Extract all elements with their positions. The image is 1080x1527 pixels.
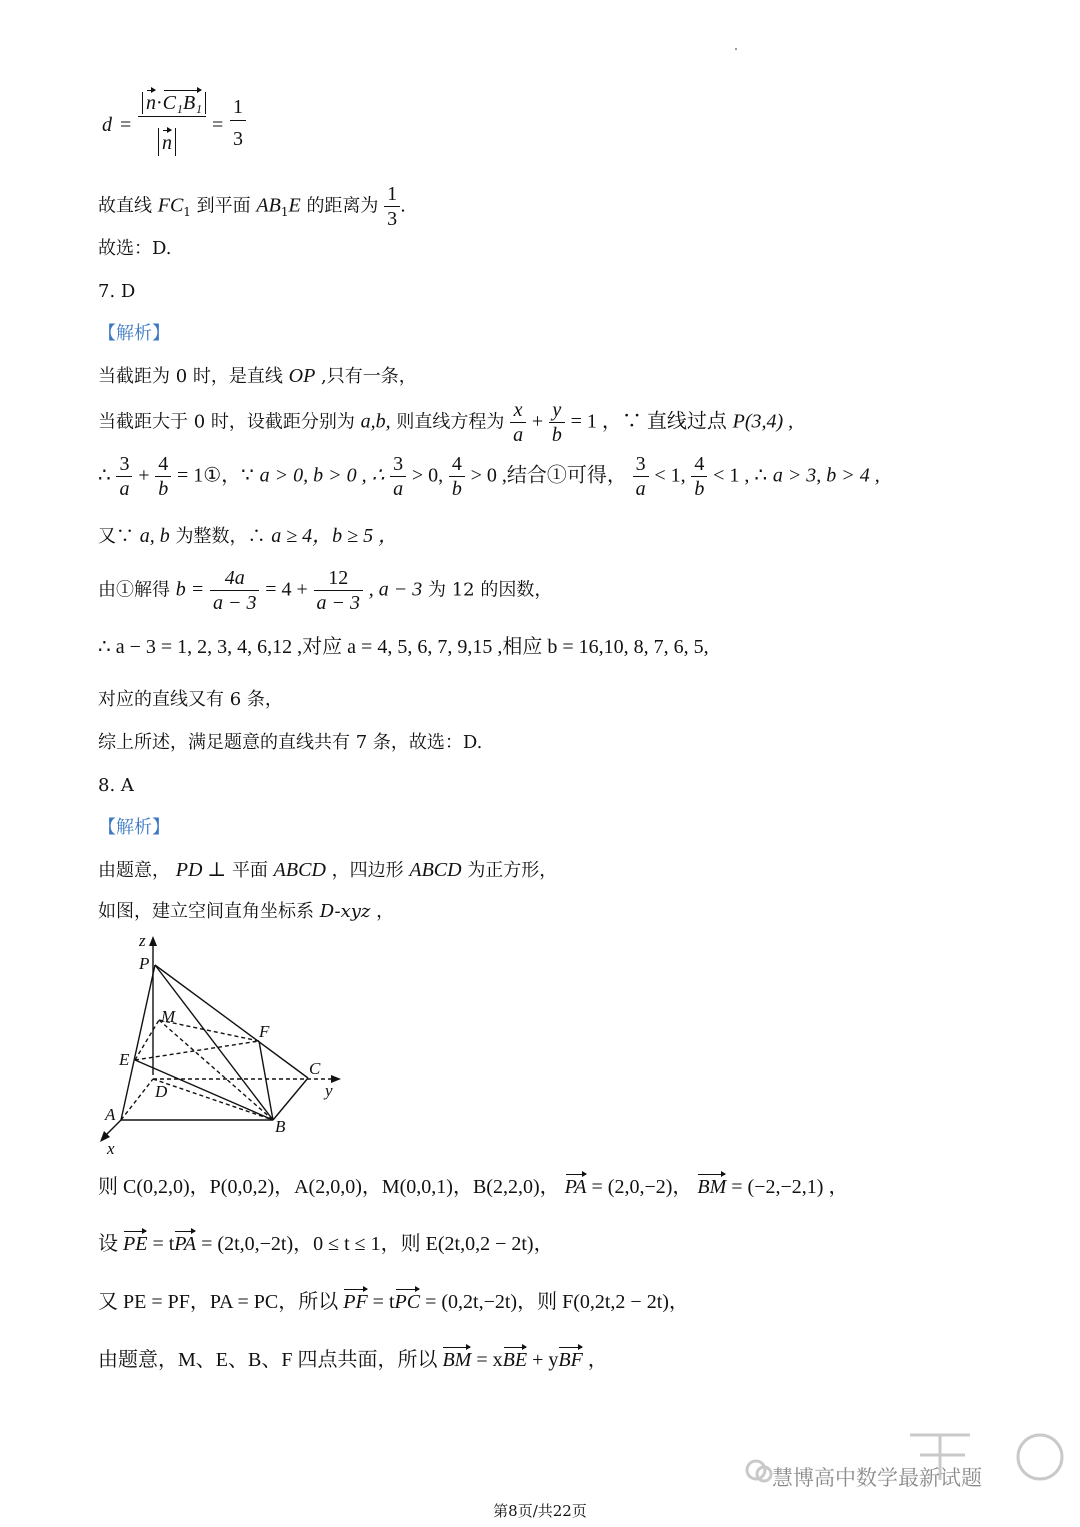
line-fc1: FC: [157, 194, 184, 217]
math: ABCD: [409, 859, 462, 881]
vector-pe: PE: [123, 1229, 147, 1257]
vector-bf: BF: [558, 1345, 582, 1373]
math: = t: [372, 1291, 395, 1313]
math: = (2,0,−2)，: [591, 1176, 693, 1198]
math: = x: [476, 1349, 503, 1371]
text: 为正方形，: [467, 860, 558, 881]
subscript: 1: [183, 205, 191, 220]
vector-pc: PC: [395, 1287, 421, 1315]
q7-line4: [98, 523, 398, 550]
period: .: [400, 195, 406, 217]
fraction-4-b: $\frac{4}{b}$: [449, 452, 465, 501]
coordinate-system: D-xyz: [319, 901, 371, 922]
vector-pa: PA: [565, 1172, 587, 1200]
math: < 1 , ∴: [713, 464, 768, 487]
q8-line3: [98, 1172, 848, 1200]
point-p: P(3,4) ,: [732, 410, 794, 433]
math: < 1,: [654, 464, 686, 487]
text: 由①解得: [98, 579, 170, 601]
math: a,b,: [360, 410, 391, 433]
fraction-4-b: $\frac{4}{b}$: [691, 452, 707, 501]
q7-line7: 对应的直线又有 6 条，: [98, 689, 283, 710]
text: ，四边形: [331, 860, 404, 881]
conclusion-line: [98, 182, 406, 231]
math: ABCD: [273, 859, 326, 881]
label-c: C: [309, 1059, 321, 1078]
math: + y: [532, 1349, 559, 1371]
q7-line2: 当截距大于 0 时，设截距分别为 a,b, 则直线方程为 $\frac{x}{a}$ + $\frac{y}{b}$ = 1 ，∵ 直线过点 P(3,4) ,: [98, 399, 794, 446]
label-x: x: [107, 1139, 115, 1157]
choose-6: 故选：D.: [98, 238, 172, 259]
text: 为 12 的因数，: [427, 579, 553, 601]
result-denominator: 3: [233, 128, 243, 150]
result-numerator: 1: [230, 94, 246, 121]
label-d: D: [155, 1082, 168, 1101]
q7-line5: [98, 566, 552, 615]
subscript: 1: [280, 205, 289, 220]
fraction-12: [314, 566, 364, 615]
fraction: [384, 182, 400, 231]
label-m: M: [161, 1007, 176, 1026]
text: 又 PE = PF，PA = PC，所以: [98, 1291, 339, 1313]
therefore: ∴: [98, 464, 111, 487]
numerator: 1: [384, 182, 400, 207]
numerator: 12: [314, 566, 364, 591]
math: a, b: [139, 525, 170, 547]
text: ，: [376, 901, 395, 922]
q7-line3: ∴ $\frac{3}{a}$ + $\frac{4}{b}$ = 1①，∵ a > 0, b > 0 , ∴ $\frac{3}{a}$ > 0, $\frac{4}{b}$ > 0 ,结合①可得， $\frac{3}{a}$ < 1, $\frac{4}{b}$ < 1 , ∴ a > 3, b > 4 ,: [98, 453, 880, 500]
denominator: 3: [387, 208, 398, 230]
vector-bm: BM: [697, 1172, 726, 1200]
math: a > 3, b > 4 ,: [772, 464, 880, 487]
edge-mb: [159, 1020, 273, 1120]
text: 则直线方程为: [396, 411, 505, 433]
text: 当截距为 0 时，是直线: [98, 366, 283, 387]
math: > 0,: [411, 464, 444, 487]
q8-header: 8. A: [98, 775, 134, 796]
coordinates: 则 C(0,2,0)，P(0,0,2)，A(2,0,0)，M(0,0,1)，B(2,2,0)，: [98, 1176, 560, 1198]
edge-bc: [273, 1078, 308, 1120]
math: a ≥ 4，b ≥ 5 ，: [271, 525, 399, 547]
fraction-4a: [210, 566, 260, 615]
label-e: E: [119, 1050, 130, 1069]
q8-analysis-tag: 【解析】: [98, 817, 170, 838]
denominator: a − 3: [212, 592, 257, 614]
fraction-3-a: $\frac{3}{a}$: [390, 452, 406, 501]
edge-db: [153, 1079, 273, 1120]
fraction-y-b: $\frac{y}{b}$: [549, 398, 565, 447]
speck: [735, 48, 737, 50]
math: , a − 3: [368, 578, 423, 601]
text: 的距离为: [306, 195, 379, 217]
text: 又∵: [98, 526, 134, 547]
text: 当截距大于 0 时，设截距分别为: [98, 411, 355, 433]
label-z: z: [139, 932, 146, 950]
label-a: A: [105, 1105, 116, 1124]
text: 由题意，: [98, 860, 170, 881]
edge-fb: [259, 1041, 273, 1120]
fraction-x-a: $\frac{x}{a}$: [510, 398, 526, 447]
plane-ab1e: AB: [256, 194, 281, 217]
label-p: P: [139, 954, 150, 973]
text: ，: [587, 1349, 608, 1371]
line-op: OP: [288, 365, 316, 387]
text: 平面: [231, 860, 268, 881]
pyramid-figure: [95, 932, 355, 1157]
q7-line8: 综上所述，满足题意的直线共有 7 条，故选：D.: [98, 732, 483, 753]
page-footer: 第8页/共22页: [493, 1502, 587, 1520]
z-arrow: [149, 936, 157, 946]
plane-end: E: [288, 194, 301, 217]
text: ,只有一条，: [321, 366, 417, 387]
q7-header: 7. D: [98, 281, 136, 302]
fraction-3-a: $\frac{3}{a}$: [116, 452, 132, 501]
text: 由题意，M、E、B、F 四点共面，所以: [98, 1349, 438, 1371]
q8-line4: [98, 1229, 554, 1257]
numerator: 4a: [210, 566, 260, 591]
text: > 0 ,结合①可得，: [470, 464, 627, 487]
label-f: F: [259, 1022, 270, 1041]
math: = t: [152, 1233, 175, 1255]
edge-pc: [155, 965, 308, 1078]
text: = 1 ，∵ 直线过点: [570, 410, 727, 433]
math: = (0,2t,−2t)，则 F(0,2t,2 − 2t)，: [425, 1291, 689, 1313]
math: PD ⊥: [175, 859, 227, 881]
denominator: a − 3: [316, 592, 360, 614]
math: = 4 +: [265, 578, 308, 601]
text: = 1①，∵: [176, 464, 254, 487]
vector-bm: BM: [442, 1345, 471, 1373]
q8-line1: [98, 857, 557, 884]
fraction-3-a: $\frac{3}{a}$: [633, 452, 649, 501]
text: 到平面: [196, 195, 251, 217]
text: 设: [98, 1233, 118, 1255]
q8-line5: [98, 1287, 689, 1315]
q8-line2: [98, 899, 394, 925]
text: 为整数，∴: [175, 526, 266, 547]
watermark-text: 慧博高中数学最新试题: [772, 1466, 982, 1490]
text: 故直线: [98, 195, 152, 217]
math: a > 0, b > 0 , ∴: [259, 464, 385, 487]
math: b =: [175, 578, 205, 601]
vector-be: BE: [503, 1345, 527, 1373]
q8-line6: [98, 1345, 608, 1373]
fraction-4-b: $\frac{4}{b}$: [155, 452, 171, 501]
label-y: y: [325, 1081, 333, 1100]
vector-pa: PA: [174, 1229, 196, 1257]
q7-analysis-tag: 【解析】: [98, 323, 170, 344]
q7-line1: [98, 363, 417, 390]
edge-pa: [121, 965, 155, 1120]
text: 如图，建立空间直角坐标系: [98, 901, 314, 922]
document-page: d = n·C₁B₁ n = 1 3 故直线 $FC_1$ 到平面 $AB_1E$ 的距离为 $\frac{1}{3}$ . 故选：D. 7. D 【解析】 当截距为 0 时，是直线 OP ,只有一条， 当截距大于 0 时，设截距分别为 a,b, 则直线方程为 $\frac{x}{a}$ + $\frac{y}{b}$ = 1 ，∵ 直线过点 P(3,4) , ∴ $\frac{3}{a}$ + $\frac{4}{b}$ = 1①，∵ a > 0, b > 0 , ∴ $\frac{3}{a}$ > 0, $\frac{4}{b}$ > 0 ,结合①可得， $\frac{3}{a}$ < 1, $\frac{4}{b}$ < 1 , ∴ a > 3, b > 4 , 又∵ a, b 为整数，∴ a ≥ 4，b ≥ 5 ， 由①解得 b = $\frac{4a}{a - 3}$ = 4 + $\frac{12}{a - 3}$ , a − 3 为 12 的因数， ∴ a − 3 = 1, 2, 3, 4, 6,12 ,对应 a = 4, 5, 6, 7, 9,15 ,相应 b = 16,10, 8, 7, 6, 5, 对应的直线又有 6 条， 综上所述，满足题意的直线共有 7 条，故选：D. 8. A 【解析】 由题意， PD ⊥ 平面 ABCD ，四边形 ABCD 为正方形， 如图，建立空间直角坐标系 D-xyz ， z P M F E C y D A B x 则 C(0,2,0)，P(0,0,2)，A(2,0,0)，M(0,0,1)，B(2,2,0)， PA = (2,0,−2)， BM = (−2,−2,1) ， 设 PE = tPA = (2t,0,−2t)，0 ≤ t ≤ 1，则 E(2t,0,2 − 2t)， 又 PE = PF，PA = PC，所以 PF = tPC = (0,2t,−2t)，则 F(0,2t,2 − 2t)， 由题意，M、E、B、F 四点共面，所以 BM = xBE + yBF ， 慧博高中数学最新试题 第8页/共22页: [0, 0, 1080, 1527]
q7-line6: ∴ a − 3 = 1, 2, 3, 4, 6,12 ,对应 a = 4, 5, 6, 7, 9,15 ,相应 b = 16,10, 8, 7, 6, 5,: [98, 636, 709, 658]
vector-pf: PF: [343, 1287, 367, 1315]
label-b: B: [275, 1117, 286, 1136]
math: = (−2,−2,1) ，: [731, 1176, 849, 1198]
edge-pb: [155, 965, 273, 1120]
math: = (2t,0,−2t)，0 ≤ t ≤ 1，则 E(2t,0,2 − 2t)，: [201, 1233, 554, 1255]
